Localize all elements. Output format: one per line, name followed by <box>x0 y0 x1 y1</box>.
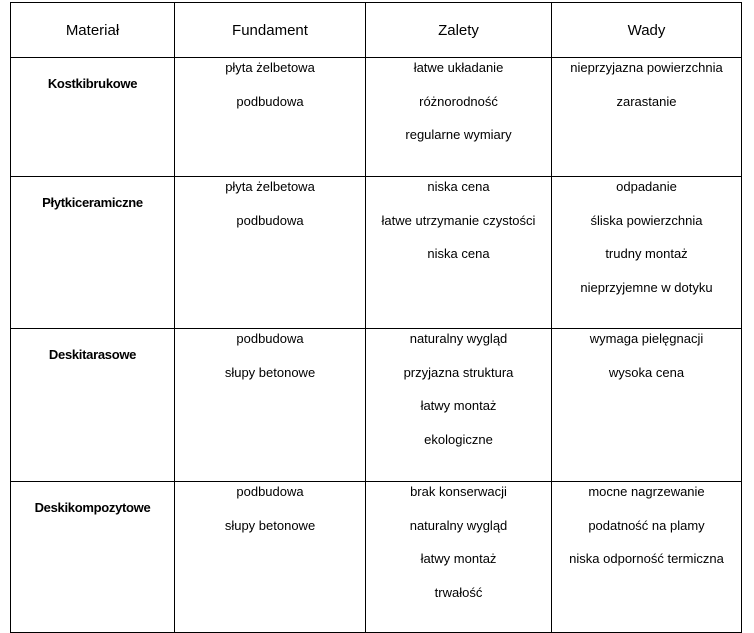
table-row <box>11 177 742 329</box>
fundament-item: płyta żelbetowa <box>225 60 315 75</box>
wady-cell <box>552 329 742 482</box>
wady-item: niska odporność termiczna <box>569 551 724 566</box>
fundament-cell <box>175 482 366 633</box>
wady-cell <box>552 58 742 177</box>
zalety-item: brak konserwacji <box>410 484 507 499</box>
wady-cell <box>552 177 742 329</box>
zalety-item: łatwe układanie <box>413 60 504 75</box>
fundament-cell <box>175 58 366 177</box>
zalety-item: łatwe utrzymanie czystości <box>381 212 536 228</box>
materials-table <box>10 2 742 633</box>
fundament-item: podbudowa <box>236 212 304 228</box>
fundament-cell <box>175 329 366 482</box>
fundament-item: podbudowa <box>236 93 304 109</box>
zalety-cell <box>366 177 552 329</box>
material-cell: Płytkiceramiczne <box>11 177 175 329</box>
zalety-cell <box>366 329 552 482</box>
wady-item: odpadanie <box>616 179 677 194</box>
zalety-item: różnorodność <box>419 93 498 109</box>
fundament-item: słupy betonowe <box>224 517 316 533</box>
zalety-item: niska cena <box>427 179 490 194</box>
fundament-cell <box>175 177 366 329</box>
wady-item: śliska powierzchnia <box>590 212 703 228</box>
zalety-item: łatwy montaż <box>420 398 497 413</box>
wady-item: wysoka cena <box>608 364 685 380</box>
fundament-item: płyta żelbetowa <box>225 179 315 194</box>
fundament-item: słupy betonowe <box>224 364 316 380</box>
zalety-cell <box>366 58 552 177</box>
wady-item: wymaga pielęgnacji <box>589 331 704 346</box>
wady-item: mocne nagrzewanie <box>588 484 705 499</box>
table-row <box>11 58 742 177</box>
wady-item: nieprzyjazna powierzchnia <box>570 60 723 75</box>
zalety-item: ekologiczne <box>424 431 493 447</box>
table-row <box>11 329 742 482</box>
wady-item: podatność na plamy <box>588 517 705 533</box>
fundament-item: podbudowa <box>236 484 304 499</box>
header-wady: Wady <box>552 3 742 58</box>
wady-item: zarastanie <box>616 93 677 109</box>
zalety-item: łatwy montaż <box>420 551 497 566</box>
zalety-cell <box>366 482 552 633</box>
header-zalety: Zalety <box>366 3 552 58</box>
zalety-item: regularne wymiary <box>405 127 512 142</box>
header-material: Materiał <box>11 3 175 58</box>
material-cell: Kostkibrukowe <box>11 58 175 177</box>
fundament-item: podbudowa <box>236 331 304 346</box>
zalety-item: trwałość <box>434 584 483 600</box>
wady-item: nieprzyjemne w dotyku <box>580 279 713 295</box>
header-fundament: Fundament <box>175 3 366 58</box>
wady-item: trudny montaż <box>605 246 688 261</box>
zalety-item: niska cena <box>427 246 490 261</box>
table-row <box>11 482 742 633</box>
zalety-item: naturalny wygląd <box>409 517 508 533</box>
header-row <box>11 3 742 58</box>
material-cell: Deskikompozytowe <box>11 482 175 633</box>
zalety-item: naturalny wygląd <box>409 331 508 346</box>
material-cell: Deskitarasowe <box>11 329 175 482</box>
wady-cell <box>552 482 742 633</box>
zalety-item: przyjazna struktura <box>403 364 514 380</box>
